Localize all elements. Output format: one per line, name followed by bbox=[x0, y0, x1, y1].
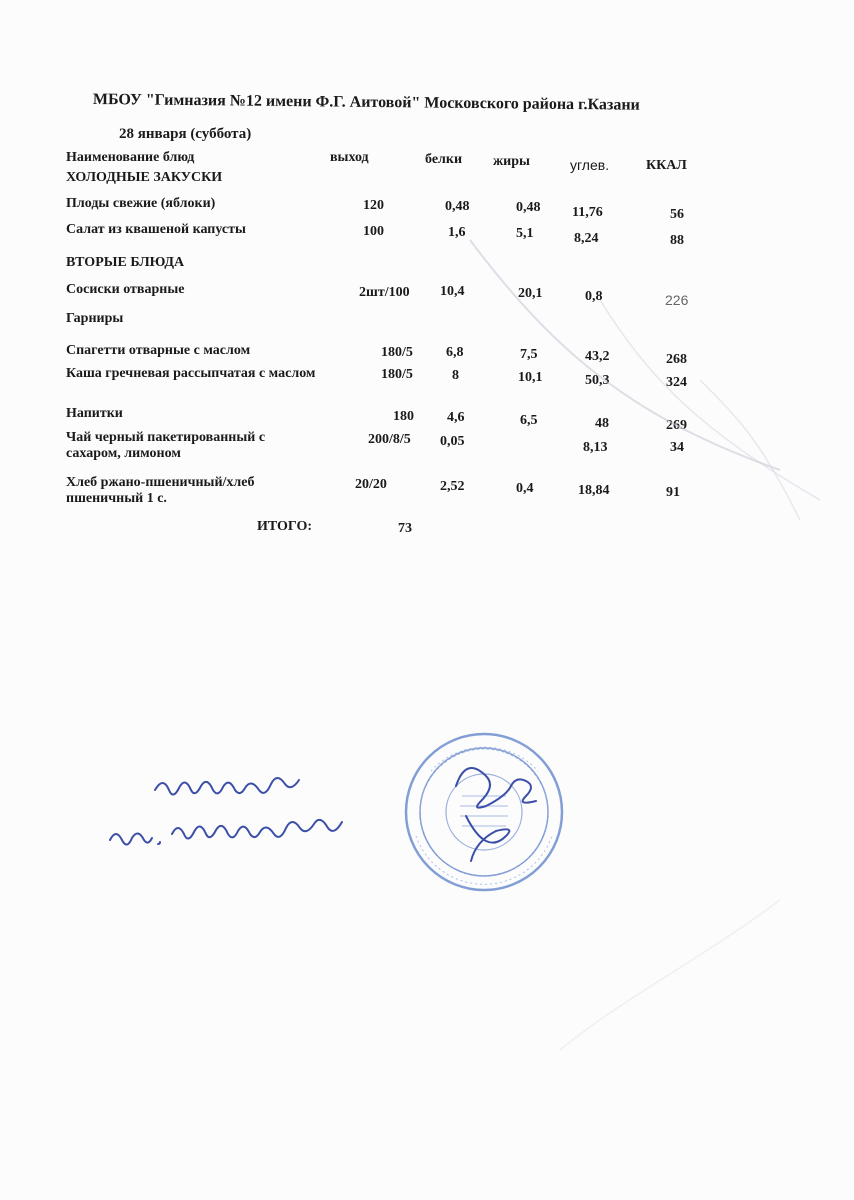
dish-output: 200/8/5 bbox=[368, 432, 411, 447]
column-header-kcal: ККАЛ bbox=[646, 158, 687, 173]
official-stamp bbox=[396, 726, 576, 901]
column-header-carbs: углев. bbox=[570, 157, 610, 173]
dish-carbs: 8,13 bbox=[583, 440, 608, 455]
dish-fats: 6,5 bbox=[520, 413, 538, 428]
dish-proteins: 1,6 bbox=[448, 225, 466, 240]
dish-fats: 20,1 bbox=[518, 286, 543, 301]
dish-name: Салат из квашеной капусты bbox=[66, 222, 246, 237]
dish-proteins: 0,48 bbox=[445, 199, 470, 214]
section-side-dishes: Гарниры bbox=[66, 311, 124, 326]
dish-name: Сосиски отварные bbox=[66, 282, 185, 297]
dish-kcal: 269 bbox=[666, 418, 687, 433]
dish-output: 180 bbox=[393, 409, 414, 424]
dish-output: 20/20 bbox=[355, 477, 387, 492]
dish-name: Спагетти отварные с маслом bbox=[66, 343, 251, 358]
dish-carbs: 0,8 bbox=[585, 289, 603, 304]
document-title: МБОУ "Гимназия №12 имени Ф.Г. Аитовой" Московского района г.Казани bbox=[92, 91, 640, 114]
dish-name: Плоды свежие (яблоки) bbox=[66, 196, 216, 211]
dish-carbs: 18,84 bbox=[578, 483, 610, 498]
handwritten-roles bbox=[100, 760, 400, 870]
menu-date: 28 января (суббота) bbox=[119, 126, 252, 142]
dish-kcal: 268 bbox=[666, 352, 687, 367]
dish-output: 120 bbox=[363, 198, 384, 213]
total-label: ИТОГО: bbox=[257, 519, 313, 534]
section-cold-appetizers: ХОЛОДНЫЕ ЗАКУСКИ bbox=[66, 170, 223, 185]
dish-name: Хлеб ржано-пшеничный/хлеб пшеничный 1 с. bbox=[66, 475, 255, 506]
column-header-fats: жиры bbox=[493, 154, 530, 169]
dish-proteins: 4,6 bbox=[447, 410, 465, 425]
stamp-seal-icon bbox=[396, 726, 576, 901]
dish-name: Чай черный пакетированный с сахаром, лимоном bbox=[66, 430, 266, 461]
section-main-dishes: ВТОРЫЕ БЛЮДА bbox=[66, 255, 185, 270]
dish-carbs: 43,2 bbox=[585, 349, 610, 364]
dish-kcal: 91 bbox=[666, 485, 680, 500]
dish-proteins: 6,8 bbox=[446, 345, 464, 360]
dish-output: 2шт/100 bbox=[359, 285, 410, 300]
column-header-proteins: белки bbox=[425, 152, 463, 167]
dish-kcal: 56 bbox=[670, 207, 684, 222]
dish-carbs: 11,76 bbox=[572, 205, 603, 220]
dish-proteins: 2,52 bbox=[440, 479, 465, 494]
dish-name: Каша гречневая рассыпчатая с маслом bbox=[66, 366, 316, 381]
dish-output: 180/5 bbox=[381, 367, 413, 382]
dish-kcal: 324 bbox=[666, 375, 687, 390]
dish-kcal: 34 bbox=[670, 440, 684, 455]
dish-proteins: 10,4 bbox=[440, 284, 465, 299]
director-handwriting bbox=[100, 760, 400, 870]
dish-name: Напитки bbox=[66, 406, 123, 421]
dish-fats: 7,5 bbox=[520, 347, 538, 362]
dish-proteins: 8 bbox=[452, 368, 459, 383]
dish-fats: 0,48 bbox=[516, 200, 541, 215]
column-header-name: Наименование блюд bbox=[66, 150, 195, 165]
total-value: 73 bbox=[398, 521, 412, 536]
dish-proteins: 0,05 bbox=[440, 434, 465, 449]
column-header-output: выход bbox=[330, 150, 369, 165]
dish-kcal: 88 bbox=[670, 233, 684, 248]
dish-carbs: 48 bbox=[595, 416, 609, 431]
dish-fats: 5,1 bbox=[516, 226, 534, 241]
dish-fats: 0,4 bbox=[516, 481, 534, 496]
dish-output: 180/5 bbox=[381, 345, 413, 360]
dish-carbs: 8,24 bbox=[574, 231, 599, 246]
dish-fats: 10,1 bbox=[518, 370, 543, 385]
dish-carbs: 50,3 bbox=[585, 373, 610, 388]
dish-output: 100 bbox=[363, 224, 384, 239]
dish-kcal: 226 bbox=[665, 292, 689, 308]
